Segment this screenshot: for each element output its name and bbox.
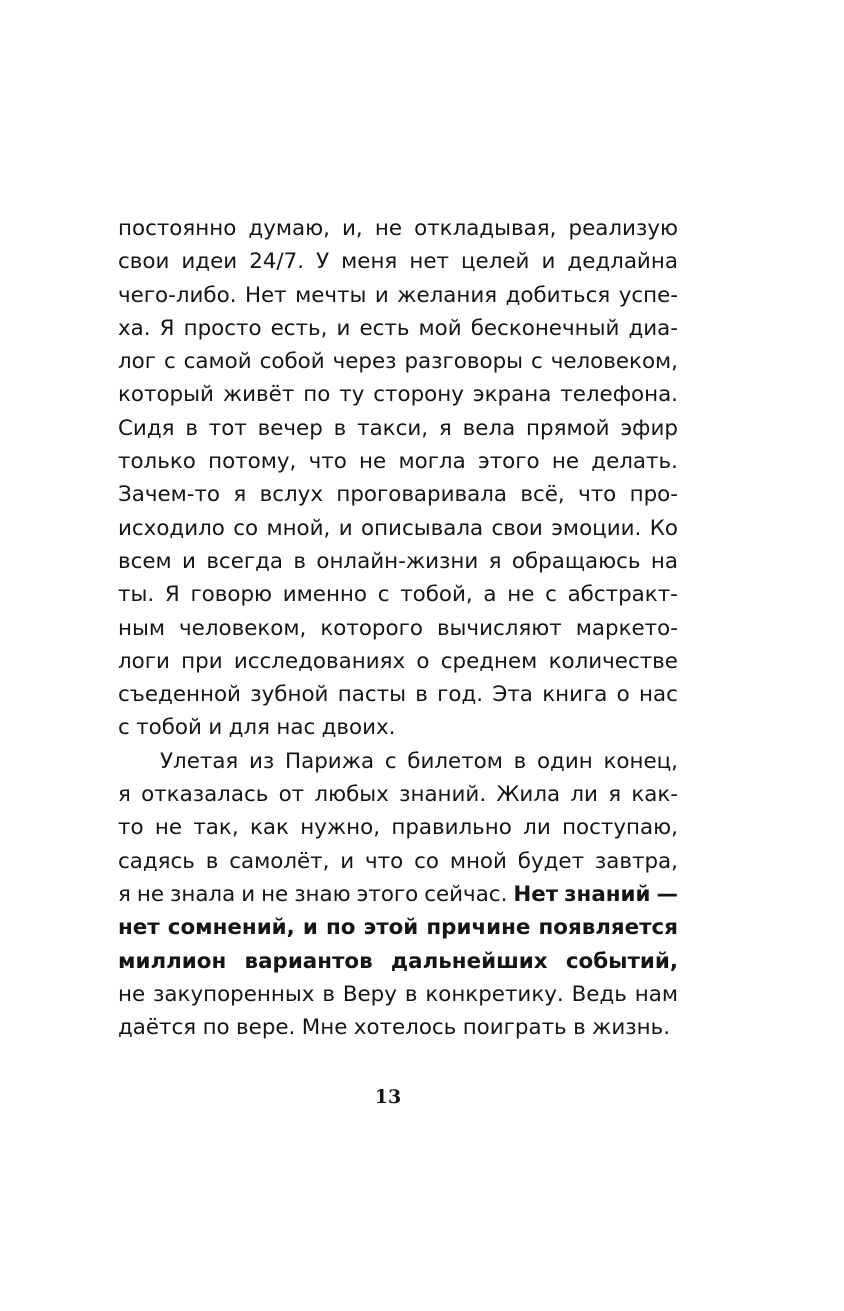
bold-word: Нет: [513, 881, 559, 907]
word: добиться: [505, 282, 611, 308]
word: нет: [409, 249, 449, 275]
word: экрана: [472, 382, 552, 408]
word: мной,: [266, 515, 331, 541]
word: всем: [118, 548, 172, 574]
word: телефона.: [560, 382, 678, 408]
text-line: [118, 478, 678, 511]
text-line: [118, 945, 678, 978]
word: в: [185, 415, 198, 441]
word: в: [333, 415, 347, 441]
word: поступаю,: [562, 815, 678, 841]
word: делать.: [591, 449, 678, 475]
word: вслух: [259, 482, 323, 508]
word: не: [507, 582, 535, 608]
bold-word: вариантов: [244, 948, 373, 974]
word: в: [404, 981, 418, 1007]
word: из: [249, 748, 275, 774]
word: и: [208, 715, 223, 741]
word: знала: [169, 881, 236, 907]
word: в: [573, 1015, 586, 1041]
word: и: [336, 315, 351, 341]
word: и: [241, 881, 256, 907]
word: и: [338, 515, 353, 541]
bold-word: знаний: [564, 881, 651, 907]
text-line: [118, 678, 678, 711]
word: на: [650, 548, 678, 574]
bold-word: событий,: [565, 948, 678, 974]
word: мечты: [295, 282, 367, 308]
word: описывала: [360, 515, 484, 541]
word: съеденной: [118, 682, 241, 708]
text-line: [118, 245, 678, 278]
word: Ведь: [571, 981, 627, 1007]
text-line: [118, 745, 678, 778]
word: правильно: [391, 815, 512, 841]
word: тобой,: [400, 582, 473, 608]
word: мной: [449, 848, 507, 874]
word: Нет: [244, 282, 287, 308]
word: Жила: [496, 782, 561, 808]
word: в: [293, 548, 306, 574]
word: и: [340, 848, 355, 874]
word: ту: [339, 382, 365, 408]
bold-word: по: [325, 915, 356, 941]
word: даётся: [118, 1015, 197, 1041]
text-line: [118, 412, 678, 445]
word: абстракт-: [567, 582, 678, 608]
page-number: 13: [374, 1086, 402, 1108]
text-line: [118, 711, 678, 744]
text-line: [118, 512, 678, 545]
word: нужно,: [300, 815, 381, 841]
word: садясь: [118, 848, 195, 874]
word: я: [438, 415, 452, 441]
word: эмоции.: [551, 515, 642, 541]
word: ли: [523, 815, 551, 841]
word: этого: [477, 449, 540, 475]
word: чего-либо.: [118, 282, 237, 308]
word: не: [154, 815, 183, 841]
word: двоих.: [321, 715, 396, 741]
word: что: [308, 449, 347, 475]
word: жизнь.: [592, 1015, 671, 1041]
word: человеком,: [550, 349, 678, 375]
word: Зачем-то: [118, 482, 221, 508]
word: при: [181, 648, 223, 674]
word: с: [118, 715, 130, 741]
word: свои: [118, 249, 170, 275]
word: который: [118, 382, 214, 408]
word: что: [365, 848, 404, 874]
word: тобой: [136, 715, 202, 741]
word: исходило: [118, 515, 225, 541]
text-line: [118, 778, 678, 811]
text-line: [118, 578, 678, 611]
word: дедлайна: [567, 249, 678, 275]
word: год.: [437, 682, 484, 708]
text-line: [118, 212, 678, 245]
word: обращаюсь: [511, 548, 641, 574]
word: бесконечный: [470, 315, 620, 341]
word: как: [249, 815, 289, 841]
word: маркето-: [575, 615, 678, 641]
word: думаю,: [248, 216, 330, 241]
word: закупоренных: [153, 981, 315, 1007]
word: и: [182, 548, 196, 574]
word: всегда: [206, 548, 283, 574]
word: будет: [517, 848, 585, 874]
word: лог: [118, 349, 156, 375]
word: конкретику.: [425, 981, 564, 1007]
text-line: [118, 645, 678, 678]
bold-word: и: [302, 915, 318, 941]
word: есть: [359, 315, 410, 341]
word: количестве: [548, 648, 678, 674]
word: не: [359, 449, 387, 475]
word: эфир: [620, 415, 678, 441]
word: ли: [570, 782, 598, 808]
word: в: [513, 748, 527, 774]
word: знаю: [294, 881, 351, 907]
word: любых: [314, 782, 389, 808]
word: знаний.: [399, 782, 487, 808]
word: вечер: [257, 415, 323, 441]
word: откладывая,: [414, 216, 557, 241]
text-line: [118, 878, 678, 911]
text-line: [118, 378, 678, 411]
text-line: [118, 345, 678, 378]
word: собой: [259, 349, 325, 375]
word: по: [202, 1015, 230, 1041]
word: могла: [398, 449, 466, 475]
word: с: [545, 582, 557, 608]
text-line: [118, 545, 678, 578]
word: Улетая: [160, 748, 239, 774]
word: человеком,: [179, 615, 307, 641]
word: Парижа: [285, 748, 375, 774]
bold-word: сомнений,: [167, 915, 295, 941]
word: говорю: [190, 582, 273, 608]
word: исследованиях: [233, 648, 406, 674]
text-line: [118, 445, 678, 478]
word: завтра,: [594, 848, 678, 874]
bold-word: причине: [426, 915, 531, 941]
word: Я: [164, 582, 180, 608]
word: вере.: [236, 1015, 296, 1041]
word: нас: [639, 682, 678, 708]
word: мой: [418, 315, 462, 341]
word: именно: [282, 582, 368, 608]
word: по: [303, 382, 331, 408]
body-text: [118, 212, 678, 1044]
word: желания: [397, 282, 498, 308]
word: с: [163, 349, 176, 375]
word: о: [416, 648, 430, 674]
word: с: [384, 748, 397, 774]
word: Я: [159, 315, 175, 341]
text-line: [118, 978, 678, 1011]
word: успе-: [618, 282, 678, 308]
word: идеи: [181, 249, 238, 275]
word: такси,: [357, 415, 429, 441]
word: я: [608, 782, 622, 808]
bold-word: —: [656, 881, 678, 907]
word: которого: [320, 615, 423, 641]
word: просто: [183, 315, 262, 341]
word: ным: [118, 615, 166, 641]
word: самолёт,: [229, 848, 330, 874]
word: онлайн-жизни: [316, 548, 479, 574]
word: Мне: [301, 1015, 348, 1041]
word: а: [483, 582, 497, 608]
word: вела: [462, 415, 516, 441]
word: прямой: [526, 415, 610, 441]
word: для: [228, 715, 270, 741]
word: не: [261, 881, 289, 907]
word: Сидя: [118, 415, 175, 441]
word: и: [374, 282, 389, 308]
word: меня: [341, 249, 398, 275]
word: Веру: [342, 981, 397, 1007]
word: вычисляют: [436, 615, 562, 641]
word: один: [536, 748, 593, 774]
bold-word: дальнейших: [390, 948, 548, 974]
word: разговоры: [404, 349, 524, 375]
word: как-: [631, 782, 678, 808]
word: тот: [208, 415, 247, 441]
word: с: [530, 349, 543, 375]
text-line: [118, 911, 678, 944]
word: и,: [342, 216, 363, 241]
word: что: [578, 482, 617, 508]
word: в: [415, 682, 428, 708]
word: зубной: [250, 682, 329, 708]
bold-word: появляется: [538, 915, 678, 941]
word: пасты: [337, 682, 406, 708]
text-line: [118, 312, 678, 345]
word: со: [414, 848, 439, 874]
word: логи: [118, 648, 170, 674]
word: ха.: [118, 315, 151, 341]
word: в: [322, 981, 335, 1007]
word: я: [233, 482, 247, 508]
word: от: [278, 782, 305, 808]
word: свои: [491, 515, 543, 541]
word: только: [118, 449, 196, 475]
word: я: [118, 881, 131, 907]
word: через: [332, 349, 397, 375]
word: хотелось: [353, 1015, 457, 1041]
word: книга: [542, 682, 608, 708]
text-line: [118, 811, 678, 844]
word: и: [541, 249, 556, 275]
word: про-: [629, 482, 678, 508]
word: не: [551, 449, 580, 475]
word: конец,: [603, 748, 678, 774]
word: диа-: [628, 315, 678, 341]
word: целей: [460, 249, 530, 275]
text-line: [118, 845, 678, 878]
word: поиграть: [462, 1015, 567, 1041]
text-line: [118, 612, 678, 645]
word: не: [136, 881, 164, 907]
word: в: [205, 848, 219, 874]
word: ты.: [118, 582, 155, 608]
bold-word: миллион: [118, 948, 227, 974]
word: Ко: [649, 515, 678, 541]
word: потому,: [208, 449, 297, 475]
word: реализую: [568, 216, 678, 241]
word: отказалась: [141, 782, 269, 808]
text-line: [118, 1011, 678, 1044]
word: я: [488, 548, 502, 574]
word: со: [233, 515, 259, 541]
word: сейчас.: [424, 881, 508, 907]
word: я: [118, 782, 131, 808]
word: Эта: [492, 682, 533, 708]
word: живёт: [222, 382, 295, 408]
word: нам: [634, 981, 678, 1007]
bold-word: нет: [118, 915, 160, 941]
word: нас: [276, 715, 316, 741]
word: то: [118, 815, 144, 841]
word: среднем: [440, 648, 538, 674]
bold-word: этой: [363, 915, 419, 941]
word: не: [118, 981, 146, 1007]
word: самой: [183, 349, 252, 375]
word: не: [374, 216, 402, 241]
word: 24/7.: [249, 249, 305, 275]
word: постоянно: [118, 216, 237, 241]
word: этого: [356, 881, 419, 907]
word: так,: [193, 815, 239, 841]
word: всё,: [520, 482, 565, 508]
text-line: [118, 279, 678, 312]
word: с: [377, 582, 390, 608]
word: о: [616, 682, 630, 708]
word: есть,: [270, 315, 328, 341]
word: сторону: [373, 382, 464, 408]
word: проговаривала: [336, 482, 508, 508]
word: билетом: [407, 748, 503, 774]
word: У: [316, 249, 330, 275]
